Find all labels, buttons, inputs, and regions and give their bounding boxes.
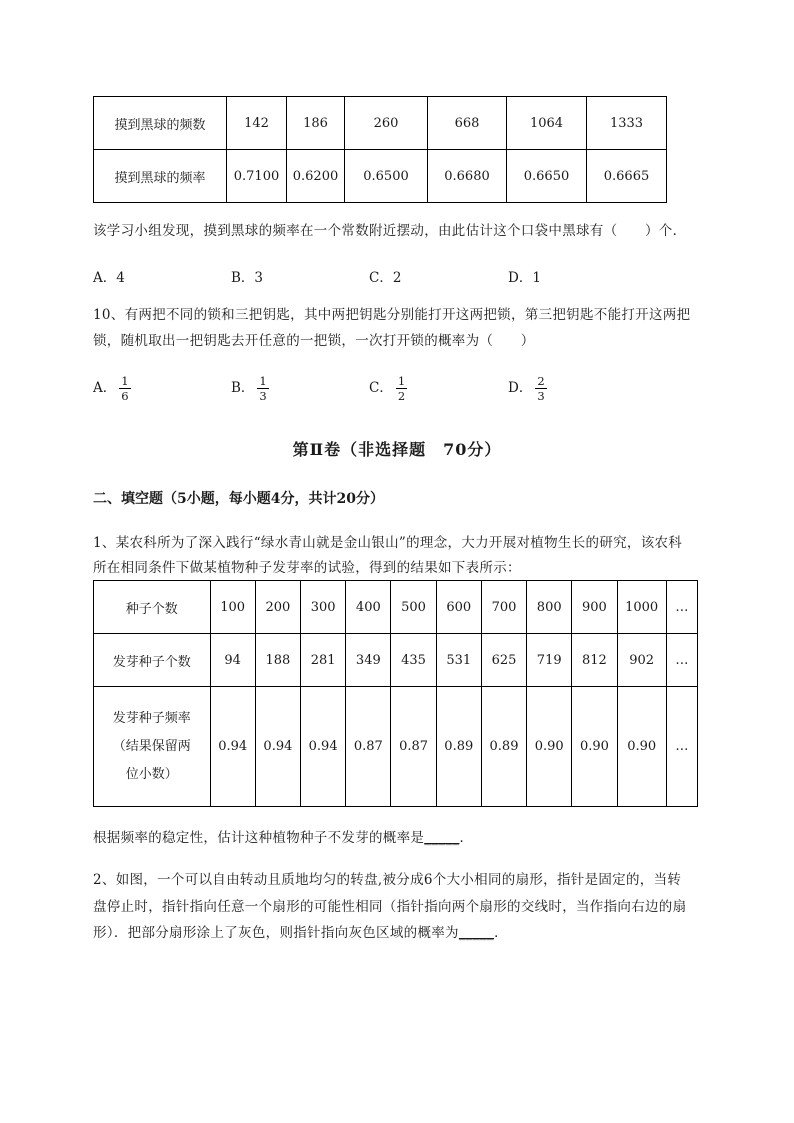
table-cell: 186: [287, 97, 345, 150]
table-cell: 0.87: [346, 687, 391, 807]
table-cell: 0.6665: [587, 150, 667, 203]
table-cell: 188: [255, 634, 300, 687]
section-title: 第Ⅱ卷（非选择题 70分）: [292, 440, 502, 459]
table-cell: 1000: [617, 581, 666, 634]
table-cell: 625: [481, 634, 526, 687]
black-ball-table: [93, 96, 667, 203]
table-cell: …: [666, 687, 697, 807]
option-a: A． $\frac{1}{6}$: [93, 374, 129, 403]
table-cell: 0.6200: [287, 150, 345, 203]
table-cell: 0.6680: [428, 150, 507, 203]
row-label: 摸到黑球的频数: [94, 97, 227, 150]
table-cell: …: [666, 581, 697, 634]
table-cell: 0.6500: [345, 150, 428, 203]
fill-1-line2: 所在相同条件下做某植物种子发芽率的试验，得到的结果如下表所示：: [93, 560, 521, 576]
table-cell: …: [666, 634, 697, 687]
question-10-line1: 10、有两把不同的锁和三把钥匙，其中两把钥匙分别能打开这两把锁，第三把钥匙不能打开这两把: [93, 307, 691, 323]
option-c: C．2: [369, 270, 402, 286]
option-c: C． $\frac{1}{2}$: [369, 374, 406, 403]
table-cell: 0.90: [527, 687, 572, 807]
table-cell: 1064: [507, 97, 587, 150]
table-cell: 0.90: [572, 687, 617, 807]
table-row: [94, 634, 698, 687]
fraction: $\frac{2}{3}$: [537, 374, 545, 403]
table-cell: 0.89: [436, 687, 481, 807]
table-cell: 668: [428, 97, 507, 150]
table-cell: 719: [527, 634, 572, 687]
table-cell: 531: [436, 634, 481, 687]
fraction: $\frac{1}{3}$: [259, 374, 267, 403]
table-cell: 142: [227, 97, 287, 150]
fill-1-line1: 1、某农科所为了深入践行“绿水青山就是金山银山”的理念，大力开展对植物生长的研究，该农科: [93, 535, 683, 551]
table-cell: 94: [210, 634, 255, 687]
table-cell: 800: [527, 581, 572, 634]
table-cell: 0.6650: [507, 150, 587, 203]
table-cell: 300: [301, 581, 346, 634]
table-cell: 400: [346, 581, 391, 634]
option-b: B．3: [231, 270, 264, 286]
option-a: A．4: [93, 270, 125, 286]
table-row: [94, 150, 667, 203]
row-label: 发芽种子频率 （结果保留两 位小数）: [94, 687, 211, 807]
table-cell: 0.7100: [227, 150, 287, 203]
question-9-text: 该学习小组发现，摸到黑球的频率在一个常数附近摆动，由此估计这个口袋中黑球有（ ）个．: [93, 223, 687, 239]
answer-blank: _____: [458, 925, 495, 941]
table-cell: 0.94: [301, 687, 346, 807]
fill-2-line2: 盘停止时，指针指向任意一个扇形的可能性相同（指针指向两个扇形的交线时，当作指向右边的扇: [93, 899, 687, 915]
table-cell: 0.89: [481, 687, 526, 807]
option-b: B． $\frac{1}{3}$: [231, 374, 267, 403]
fill-2-line3: 形）．把部分扇形涂上了灰色，则指针指向灰色区域的概率为_____．: [93, 925, 508, 941]
answer-blank: _____: [424, 830, 460, 846]
table-cell: 900: [572, 581, 617, 634]
row-label: 种子个数: [94, 581, 211, 634]
table-cell: 100: [210, 581, 255, 634]
fraction: $\frac{1}{6}$: [121, 374, 129, 403]
section-subtitle: 二、填空题（5小题，每小题4分，共计20分）: [93, 491, 384, 507]
table-cell: 260: [345, 97, 428, 150]
table-cell: 435: [391, 634, 436, 687]
table-cell: 349: [346, 634, 391, 687]
table-cell: 0.87: [391, 687, 436, 807]
table-cell: 500: [391, 581, 436, 634]
option-d: D． $\frac{2}{3}$: [508, 374, 545, 403]
table-cell: 200: [255, 581, 300, 634]
table-cell: 902: [617, 634, 666, 687]
table-cell: 0.90: [617, 687, 666, 807]
fraction: $\frac{1}{2}$: [397, 374, 406, 403]
table-cell: 600: [436, 581, 481, 634]
table-cell: 812: [572, 634, 617, 687]
table-row: [94, 581, 698, 634]
table-row: [94, 687, 698, 807]
option-d: D．1: [508, 270, 541, 286]
table-cell: 0.94: [210, 687, 255, 807]
table-cell: 700: [481, 581, 526, 634]
table-cell: 0.94: [255, 687, 300, 807]
row-label: 摸到黑球的频率: [94, 150, 227, 203]
fill-2-line1: 2、如图，一个可以自由转动且质地均匀的转盘,被分成6个大小相同的扇形，指针是固定的，当转: [93, 872, 682, 888]
fill-1-question: 根据频率的稳定性，估计这种植物种子不发芽的概率是_____．: [93, 830, 474, 846]
seed-germination-table: [93, 580, 698, 807]
question-10-line2: 锁，随机取出一把钥匙去开任意的一把锁，一次打开锁的概率为（ ）: [93, 333, 535, 349]
row-label: 发芽种子个数: [94, 634, 211, 687]
table-cell: 1333: [587, 97, 667, 150]
table-row: [94, 97, 667, 150]
table-cell: 281: [301, 634, 346, 687]
